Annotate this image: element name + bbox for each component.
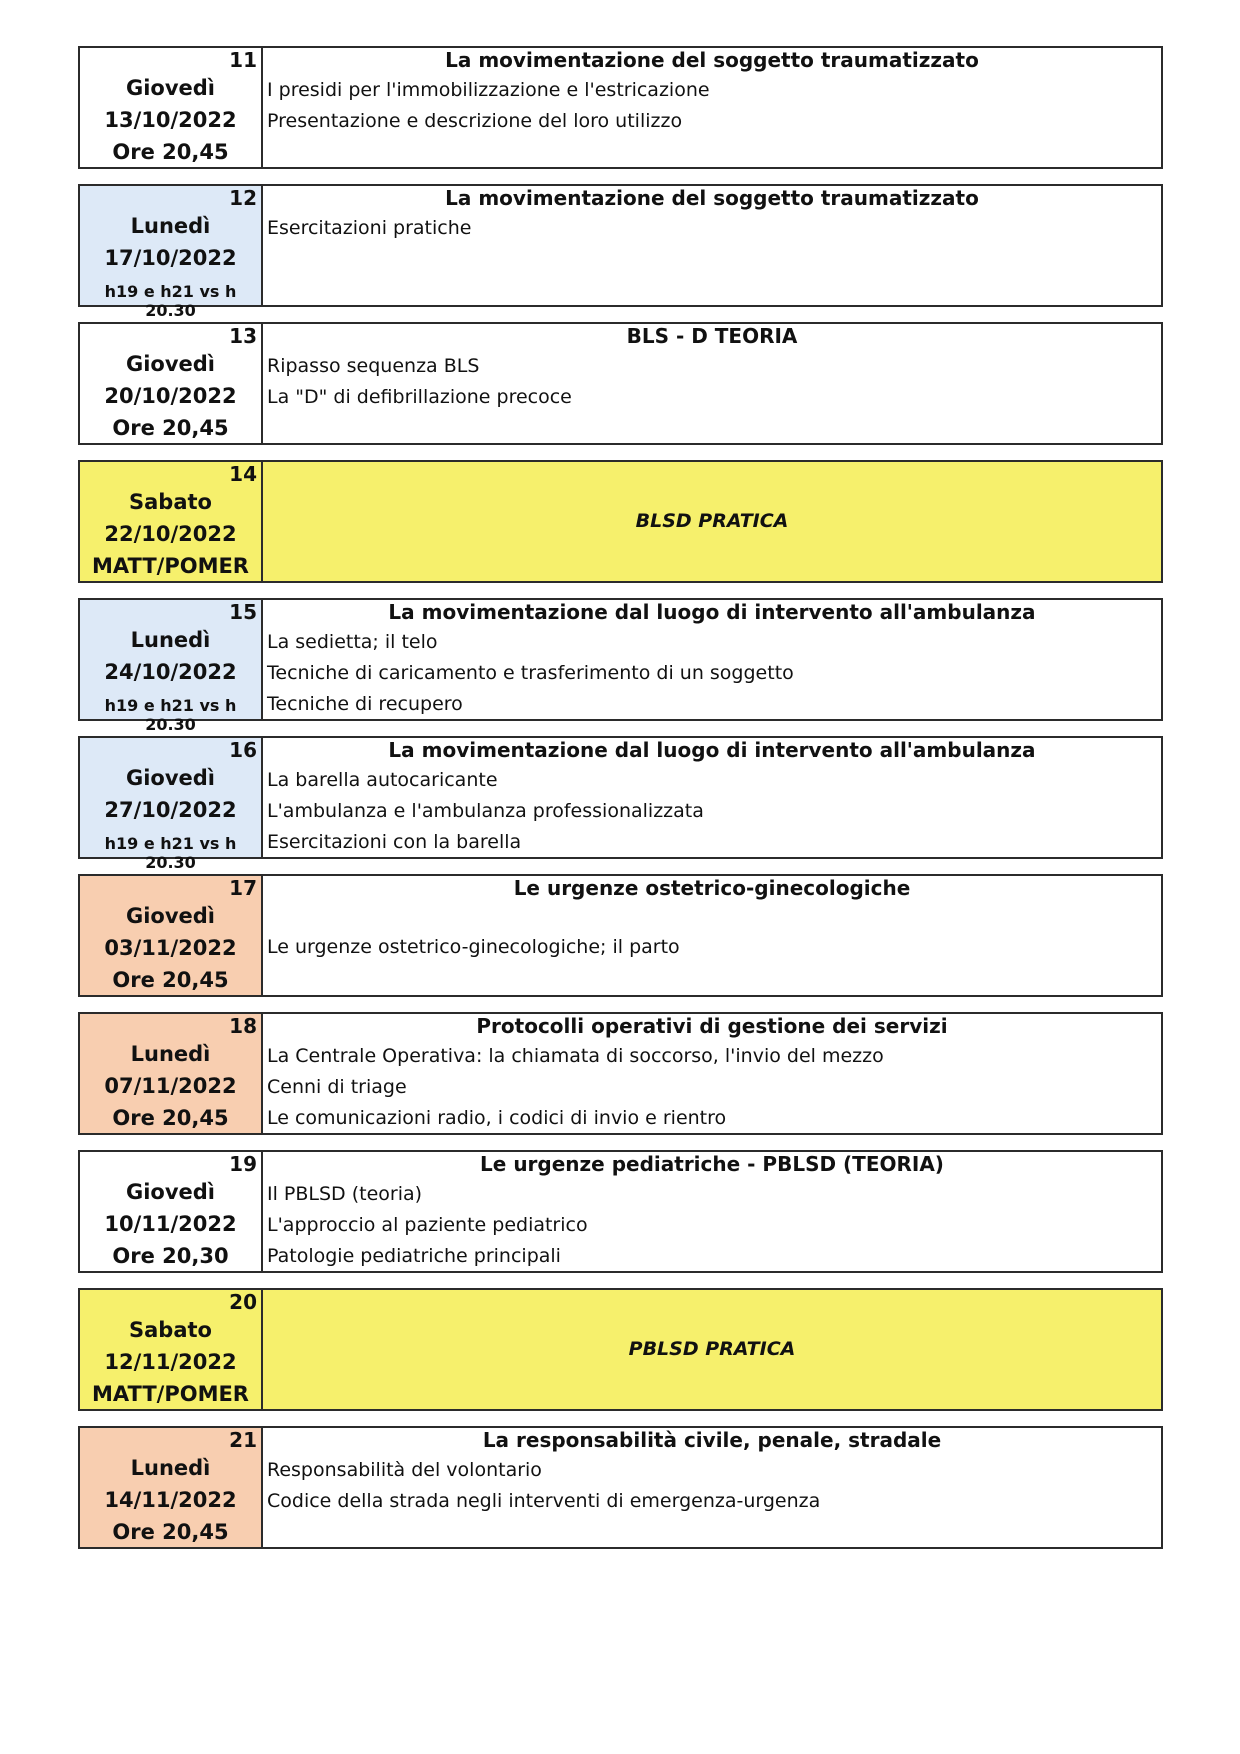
session-content-cell — [263, 1290, 1161, 1409]
session-topic: L'approccio al paziente pediatrico — [267, 1214, 588, 1236]
session-topic: Codice della strada negli interventi di emergenza-urgenza — [267, 1490, 821, 1512]
practice-label: BLSD PRATICA — [635, 510, 789, 532]
session-row — [78, 322, 1163, 445]
session-topic: Il PBLSD (teoria) — [267, 1183, 423, 1205]
session-topic: Ripasso sequenza BLS — [267, 355, 480, 377]
session-title: BLS - D TEORIA — [626, 324, 798, 348]
session-row — [78, 736, 1163, 872]
session-date: 14/11/2022 — [104, 1488, 237, 1512]
session-row — [78, 46, 1163, 169]
session-number: 17 — [229, 876, 257, 900]
session-date: 22/10/2022 — [104, 522, 237, 546]
session-topic: Tecniche di caricamento e trasferimento di un soggetto — [267, 662, 794, 684]
session-day: Giovedì — [125, 1180, 216, 1204]
session-row — [78, 874, 1163, 997]
session-title: Protocolli operativi di gestione dei servizi — [476, 1014, 948, 1038]
session-date-cell — [80, 738, 263, 872]
session-row — [78, 460, 1163, 583]
session-number: 19 — [229, 1152, 257, 1176]
session-date-cell — [80, 600, 263, 734]
session-time: Ore 20,45 — [112, 968, 229, 992]
session-date-cell — [80, 324, 263, 443]
session-date-cell — [80, 1014, 263, 1133]
session-time: Ore 20,45 — [112, 140, 229, 164]
session-date: 07/11/2022 — [104, 1074, 237, 1098]
session-number: 12 — [229, 186, 257, 210]
session-day: Sabato — [129, 490, 212, 514]
session-time: h19 e h21 vs h 20.30 — [104, 282, 237, 320]
session-date-cell — [80, 48, 263, 167]
session-time: Ore 20,45 — [112, 1520, 229, 1544]
session-title: La movimentazione del soggetto traumatizzato — [445, 186, 979, 210]
session-day: Giovedì — [125, 766, 216, 790]
session-topic: Le comunicazioni radio, i codici di invio e rientro — [267, 1107, 727, 1129]
session-topic: Cenni di triage — [267, 1076, 407, 1098]
session-day: Lunedì — [130, 1456, 211, 1480]
session-content-cell — [263, 600, 1161, 719]
session-topic: Esercitazioni con la barella — [267, 831, 522, 853]
session-topic: Responsabilità del volontario — [267, 1459, 542, 1481]
session-title: La movimentazione dal luogo di intervento all'ambulanza — [388, 738, 1036, 762]
session-content-cell — [263, 48, 1161, 167]
session-topic: I presidi per l'immobilizzazione e l'estricazione — [267, 79, 710, 101]
session-row — [78, 184, 1163, 320]
session-topic: La barella autocaricante — [267, 769, 498, 791]
session-number: 13 — [229, 324, 257, 348]
session-content-cell — [263, 186, 1161, 305]
session-date: 17/10/2022 — [104, 246, 237, 270]
session-topic: L'ambulanza e l'ambulanza professionalizzata — [267, 800, 704, 822]
session-topic: Esercitazioni pratiche — [267, 217, 472, 239]
session-row — [78, 598, 1163, 734]
session-row — [78, 1426, 1163, 1549]
session-date-cell — [80, 1290, 263, 1409]
session-date: 20/10/2022 — [104, 384, 237, 408]
schedule-table — [78, 46, 1163, 1564]
session-time: MATT/POMER — [92, 554, 249, 578]
session-number: 21 — [229, 1428, 257, 1452]
session-title: La responsabilità civile, penale, stradale — [482, 1428, 942, 1452]
session-day: Lunedì — [130, 628, 211, 652]
session-time: Ore 20,45 — [112, 416, 229, 440]
session-date-cell — [80, 462, 263, 581]
session-time: h19 e h21 vs h 20.30 — [104, 696, 237, 734]
session-day: Giovedì — [125, 352, 216, 376]
session-date-cell — [80, 1428, 263, 1547]
session-title: La movimentazione del soggetto traumatizzato — [445, 48, 979, 72]
session-row — [78, 1012, 1163, 1135]
session-content-cell — [263, 462, 1161, 581]
practice-label: PBLSD PRATICA — [628, 1338, 796, 1360]
session-topic: La sedietta; il telo — [267, 631, 438, 653]
session-date: 24/10/2022 — [104, 660, 237, 684]
session-content-cell — [263, 324, 1161, 443]
session-number: 11 — [229, 48, 257, 72]
session-day: Lunedì — [130, 1042, 211, 1066]
session-content-cell — [263, 1014, 1161, 1133]
session-time: Ore 20,45 — [112, 1106, 229, 1130]
session-content-cell — [263, 876, 1161, 995]
session-topic: Tecniche di recupero — [267, 693, 463, 715]
session-date-cell — [80, 876, 263, 995]
session-date: 10/11/2022 — [104, 1212, 237, 1236]
session-topic: Presentazione e descrizione del loro utilizzo — [267, 110, 683, 132]
session-day: Lunedì — [130, 214, 211, 238]
session-date-cell — [80, 1152, 263, 1271]
session-number: 20 — [229, 1290, 257, 1314]
session-day: Giovedì — [125, 76, 216, 100]
session-day: Giovedì — [125, 904, 216, 928]
session-day: Sabato — [129, 1318, 212, 1342]
session-date: 03/11/2022 — [104, 936, 237, 960]
session-topic: La Centrale Operativa: la chiamata di soccorso, l'invio del mezzo — [267, 1045, 884, 1067]
session-topic: Le urgenze ostetrico-ginecologiche; il parto — [267, 936, 680, 958]
session-title: Le urgenze ostetrico-ginecologiche — [513, 876, 911, 900]
session-row — [78, 1288, 1163, 1411]
session-topic: La "D" di defibrillazione precoce — [267, 386, 572, 408]
session-date: 13/10/2022 — [104, 108, 237, 132]
session-topic: Patologie pediatriche principali — [267, 1245, 561, 1267]
session-time: MATT/POMER — [92, 1382, 249, 1406]
session-number: 16 — [229, 738, 257, 762]
session-row — [78, 1150, 1163, 1273]
session-time: Ore 20,30 — [112, 1244, 229, 1268]
session-date-cell — [80, 186, 263, 320]
session-content-cell — [263, 738, 1161, 857]
session-content-cell — [263, 1428, 1161, 1547]
session-title: Le urgenze pediatriche - PBLSD (TEORIA) — [480, 1152, 944, 1176]
session-date: 12/11/2022 — [104, 1350, 237, 1374]
session-number: 15 — [229, 600, 257, 624]
session-number: 18 — [229, 1014, 257, 1038]
session-title: La movimentazione dal luogo di intervento all'ambulanza — [388, 600, 1036, 624]
session-date: 27/10/2022 — [104, 798, 237, 822]
session-time: h19 e h21 vs h 20.30 — [104, 834, 237, 872]
session-number: 14 — [229, 462, 257, 486]
session-content-cell — [263, 1152, 1161, 1271]
